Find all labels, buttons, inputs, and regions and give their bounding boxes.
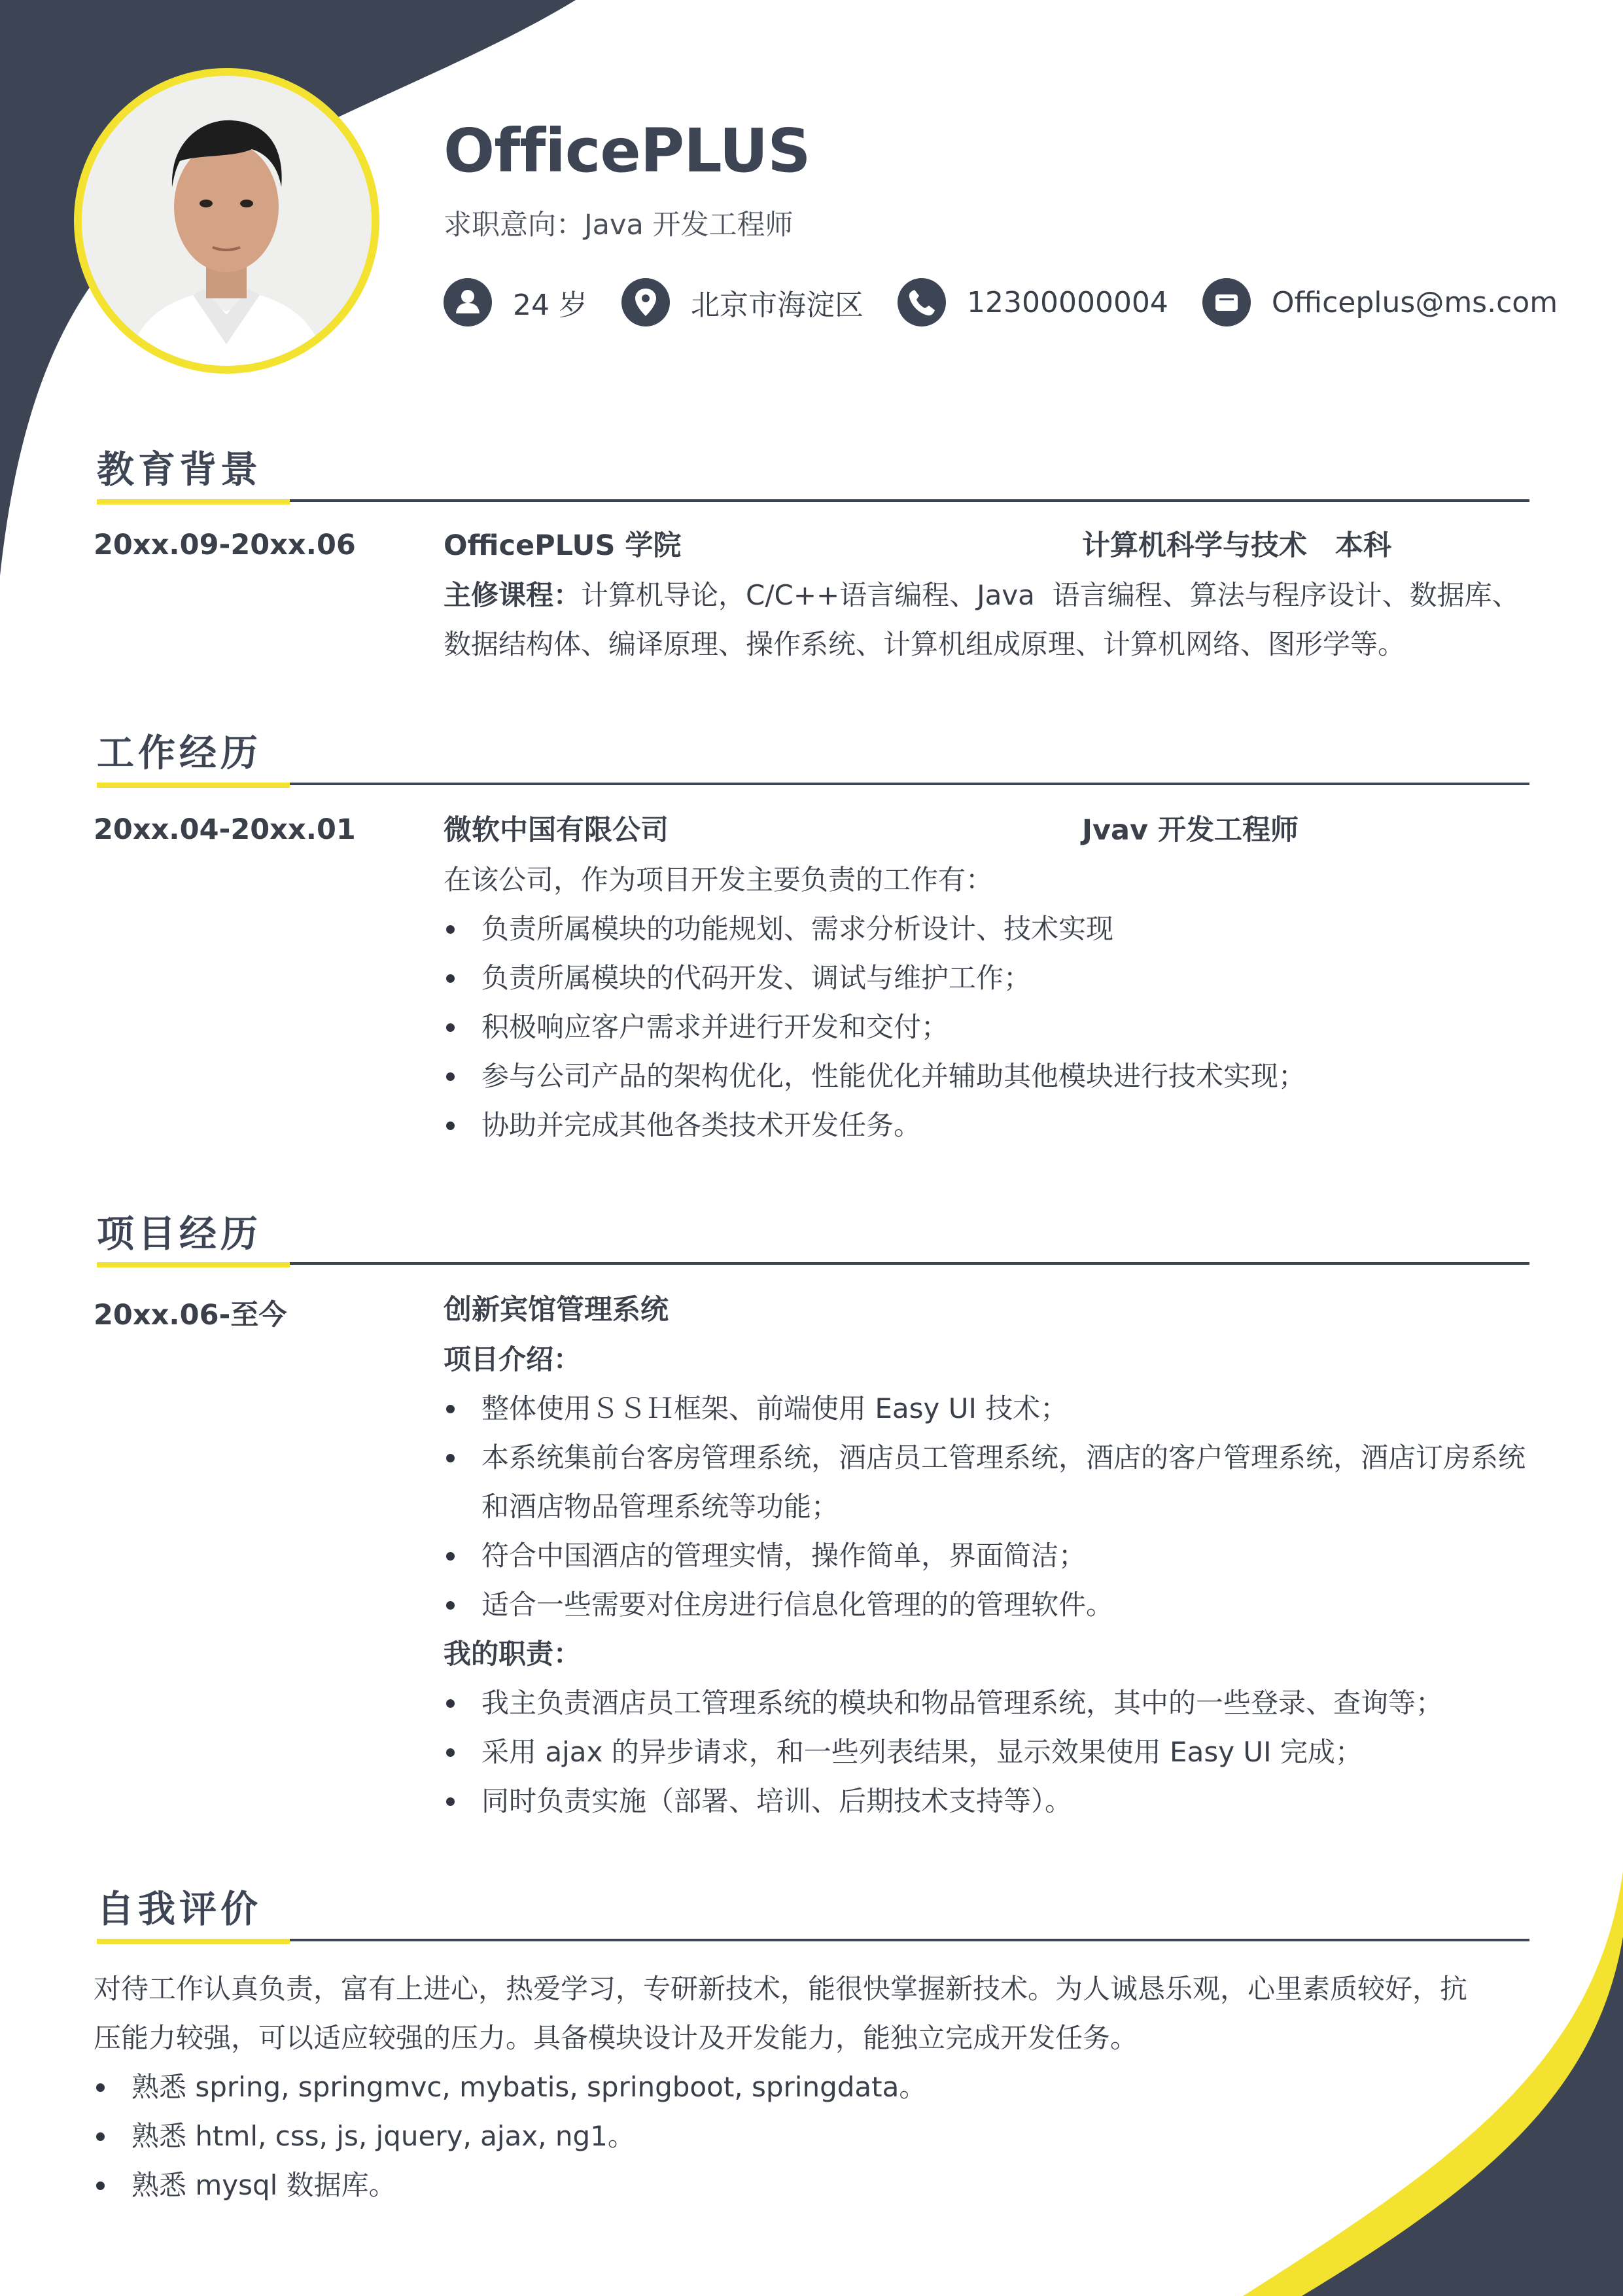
contact-mail bbox=[1202, 278, 1558, 327]
person-photo bbox=[82, 76, 372, 366]
section-title-project: 项目经历 bbox=[97, 1212, 262, 1256]
list-item: 适合一些需要对住房进行信息化管理的的管理软件。 bbox=[444, 1580, 1529, 1629]
list-item: 同时负责实施（部署、培训、后期技术支持等）。 bbox=[444, 1776, 1529, 1826]
phone-icon bbox=[898, 278, 946, 327]
section-title-self: 自我评价 bbox=[97, 1888, 262, 1931]
work-intro: 在该公司，作为项目开发主要负责的工作有： bbox=[444, 864, 994, 896]
list-item: 积极响应客户需求并进行开发和交付； bbox=[444, 1002, 1529, 1051]
location-icon bbox=[621, 278, 670, 327]
work-date: 20xx.04-20xx.01 bbox=[94, 813, 356, 846]
project-intro-list bbox=[444, 1384, 1529, 1629]
job-intent: 求职意向：Java 开发工程师 bbox=[444, 209, 794, 241]
list-item: 负责所属模块的功能规划、需求分析设计、技术实现 bbox=[444, 904, 1529, 953]
contact-info bbox=[444, 278, 1592, 327]
candidate-name: OfficePLUS bbox=[444, 116, 811, 186]
project-name: 创新宾馆管理系统 bbox=[444, 1294, 669, 1326]
section-accent bbox=[97, 1262, 290, 1267]
section-title-work: 工作经历 bbox=[97, 732, 262, 775]
contact-phone bbox=[898, 278, 1168, 327]
age-text: 24 岁 bbox=[513, 289, 587, 322]
list-item: 本系统集前台客房管理系统，酒店员工管理系统，酒店的客户管理系统，酒店订房系统和酒店物品管理系统等功能； bbox=[444, 1433, 1529, 1531]
list-item: 负责所属模块的代码开发、调试与维护工作； bbox=[444, 953, 1529, 1002]
section-accent bbox=[97, 783, 290, 788]
list-item: 参与公司产品的架构优化，性能优化并辅助其他模块进行技术实现； bbox=[444, 1051, 1529, 1101]
section-title-education: 教育背景 bbox=[97, 448, 262, 491]
section-divider bbox=[97, 499, 1529, 502]
list-item: 整体使用ＳＳＨ框架、前端使用 Easy UI 技术； bbox=[444, 1384, 1529, 1433]
avatar bbox=[74, 68, 379, 374]
section-divider bbox=[97, 783, 1529, 785]
section-accent bbox=[97, 1939, 290, 1944]
self-eval-line-1: 对待工作认真负责，富有上进心，热爱学习，专研新技术，能很快掌握新技术。为人诚恳乐观，心里素质较好，抗 bbox=[94, 1973, 1468, 2005]
school-name: OfficePLUS 学院 bbox=[444, 529, 682, 562]
courses-line-1 bbox=[444, 571, 1520, 620]
courses-label: 主修课程： bbox=[444, 579, 582, 611]
phone-text: 12300000004 bbox=[966, 285, 1168, 319]
list-item: 熟悉 mysql 数据库。 bbox=[94, 2161, 1271, 2210]
list-item: 协助并完成其他各类技术开发任务。 bbox=[444, 1101, 1529, 1150]
section-divider bbox=[97, 1262, 1529, 1265]
list-item: 熟悉 html, css, js, jquery, ajax, ng1。 bbox=[94, 2111, 1271, 2161]
major-degree: 计算机科学与技术 本科 bbox=[1082, 529, 1391, 562]
project-intro-label: 项目介绍： bbox=[444, 1343, 582, 1375]
project-duty-label: 我的职责： bbox=[444, 1638, 582, 1670]
mail-text: Officeplus@ms.com bbox=[1271, 285, 1558, 319]
section-divider bbox=[97, 1939, 1529, 1941]
courses-line-2: 数据结构体、编译原理、操作系统、计算机组成原理、计算机网络、图形学等。 bbox=[444, 628, 1406, 660]
section-accent bbox=[97, 499, 290, 504]
company-name: 微软中国有限公司 bbox=[444, 814, 669, 847]
contact-location bbox=[621, 278, 864, 327]
skills-list bbox=[94, 2062, 1271, 2210]
location-text: 北京市海淀区 bbox=[690, 289, 864, 322]
mail-icon bbox=[1202, 278, 1251, 327]
list-item: 采用 ajax 的异步请求，和一些列表结果，显示效果使用 Easy UI 完成； bbox=[444, 1727, 1529, 1776]
job-role: Jvav 开发工程师 bbox=[1082, 814, 1299, 847]
work-duties-list bbox=[444, 904, 1529, 1150]
list-item: 熟悉 spring, springmvc, mybatis, springboot, springdata。 bbox=[94, 2062, 1271, 2111]
education-date: 20xx.09-20xx.06 bbox=[94, 529, 356, 561]
contact-age bbox=[444, 278, 587, 327]
list-item: 符合中国酒店的管理实情，操作简单，界面简洁； bbox=[444, 1531, 1529, 1580]
list-item: 我主负责酒店员工管理系统的模块和物品管理系统，其中的一些登录、查询等； bbox=[444, 1678, 1529, 1727]
person-icon bbox=[444, 278, 492, 327]
courses-text-1: 计算机导论，C/C++语言编程、Java 语言编程、算法与程序设计、数据库、 bbox=[581, 579, 1520, 611]
self-eval-line-2: 压能力较强，可以适应较强的压力。具备模块设计及开发能力，能独立完成开发任务。 bbox=[94, 2022, 1138, 2054]
project-duty-list bbox=[444, 1678, 1529, 1826]
project-date: 20xx.06-至今 bbox=[94, 1299, 287, 1332]
